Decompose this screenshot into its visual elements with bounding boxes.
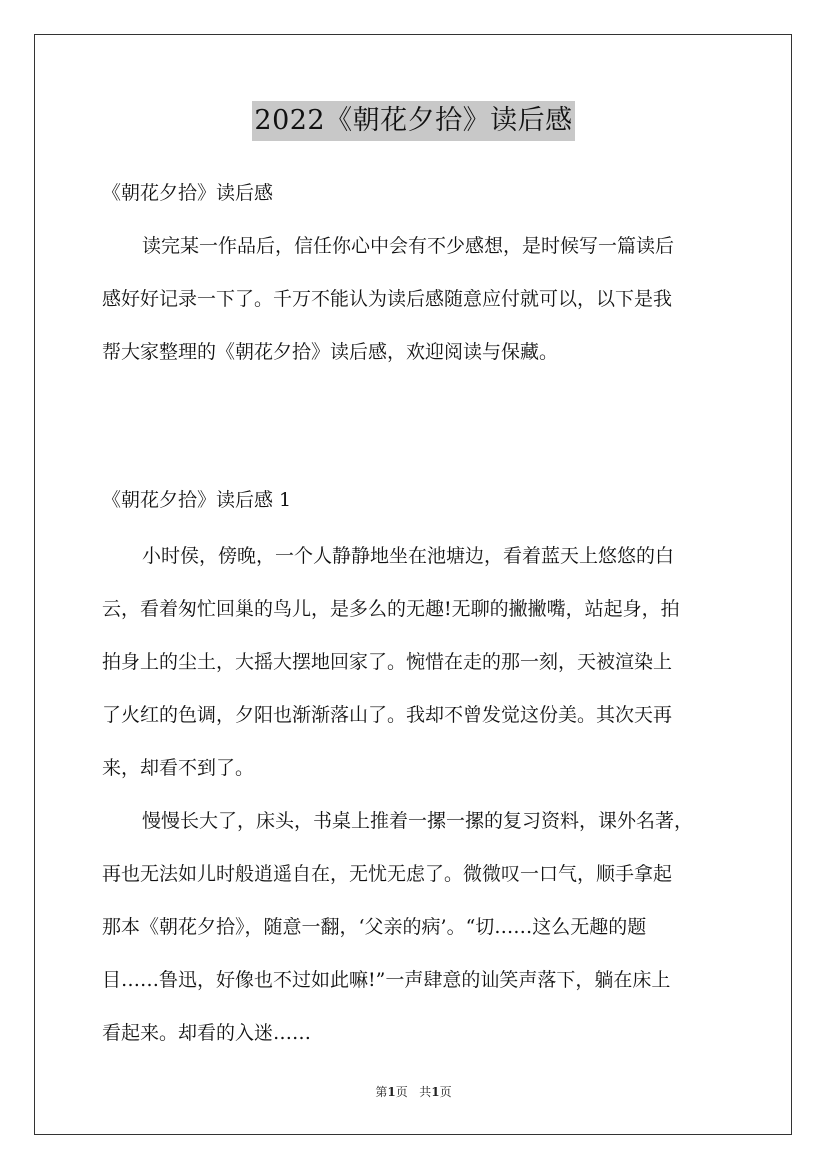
page-footer — [0, 1084, 827, 1100]
document-title: 2022《朝花夕拾》读后感 — [252, 101, 574, 141]
total-pages: 1 — [431, 1085, 440, 1099]
paragraph1-line: 来，却看不到了。 — [102, 757, 255, 779]
paragraph1-line: 拍身上的尘土，大摇大摆地回家了。惋惜在走的那一刻，天被渲染上 — [102, 651, 673, 673]
title-container — [0, 101, 827, 141]
document-body — [102, 170, 736, 1063]
paragraph1-line: 小时侯，傍晚，一个人静静地坐在池塘边，看着蓝天上悠悠的白 — [142, 545, 675, 567]
paragraph2-line: 那本《朝花夕拾》，随意一翻，‘父亲的病’。“切……这么无趣的题 — [102, 916, 647, 938]
page-number: 1 — [387, 1085, 396, 1099]
paragraph1-line: 云，看着匆忙回巢的鸟儿，是多么的无趣!无聊的撇撇嘴，站起身，拍 — [102, 598, 680, 620]
paragraph2-line: 目……鲁迅，好像也不过如此嘛!”一声肆意的讪笑声落下，躺在床上 — [102, 969, 671, 991]
intro-line: 帮大家整理的《朝花夕拾》读后感，欢迎阅读与保藏。 — [102, 341, 559, 363]
intro-line: 读完某一作品后，信任你心中会有不少感想，是时候写一篇读后 — [142, 235, 675, 257]
intro-line: 感好好记录一下了。千万不能认为读后感随意应付就可以，以下是我 — [102, 288, 673, 310]
paragraph2-line: 慢慢长大了，床头，书桌上推着一摞一摞的复习资料，课外名著， — [142, 810, 694, 832]
page-suffix: 页 — [395, 1085, 408, 1099]
total-suffix: 页 — [439, 1085, 452, 1099]
paragraph2-line: 再也无法如儿时般逍遥自在，无忧无虑了。微微叹一口气，顺手拿起 — [102, 863, 673, 885]
paragraph1-line: 了火红的色调，夕阳也渐渐落山了。我却不曾发觉这份美。其次天再 — [102, 704, 673, 726]
subtitle: 《朝花夕拾》读后感 — [102, 182, 274, 204]
page-prefix: 第 — [375, 1085, 388, 1099]
section-gap — [102, 382, 736, 467]
paragraph2-line: 看起来。却看的入迷…… — [102, 1022, 312, 1044]
total-prefix: 共 — [419, 1085, 432, 1099]
section-heading: 《朝花夕拾》读后感 1 — [102, 489, 292, 511]
